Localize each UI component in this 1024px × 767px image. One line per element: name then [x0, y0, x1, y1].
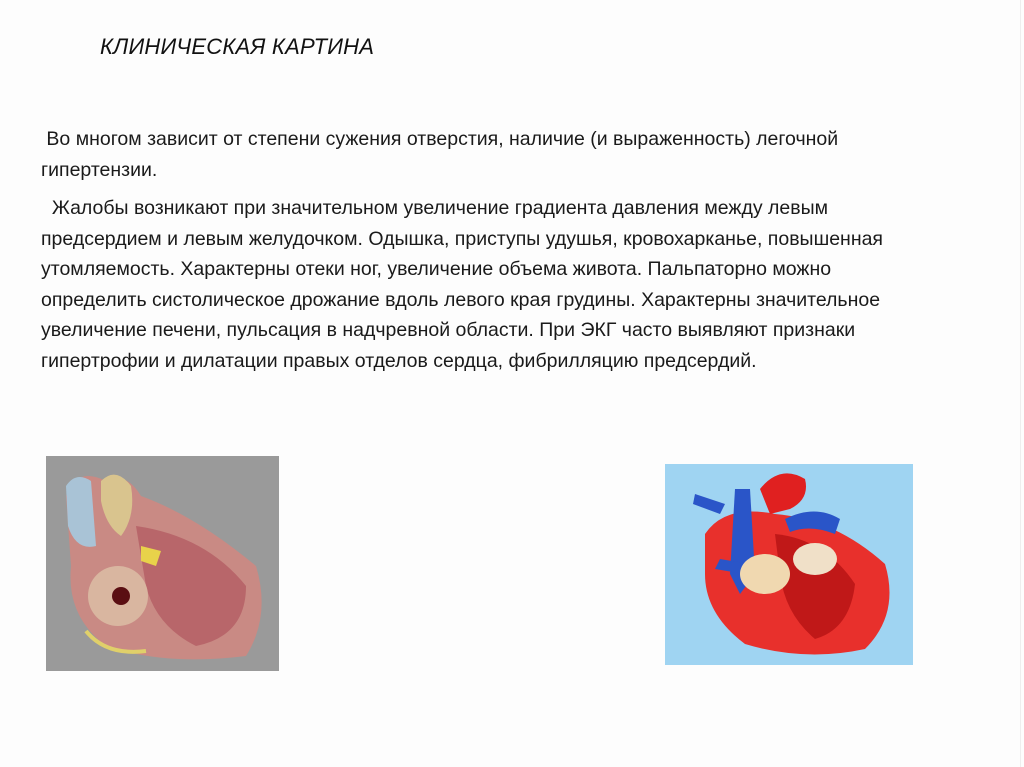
paragraph: Жалобы возникают при значительном увеличение градиента давления между левым предсердием и левым желудочком. Одышка, приступы удушья, кровохарканье, повышенная утомляемость. Характерны отеки ног, увеличение объема живота. Пальпаторно можно определить систолическое дрожание вдоль левого края грудины. Характерны значительное увеличение печени, пульсация в надчревной области. При ЭКГ часто выявляют признаки гипертрофии и дилатации правых отделов сердца, фибрилляцию предсердий.: [41, 197, 889, 372]
heart-anatomy-image: [665, 464, 913, 665]
paragraph: Во многом зависит от степени сужения отверстия, наличие (и выраженность) легочной гипертензии.: [41, 128, 844, 181]
heart-cross-section-image: [46, 456, 279, 671]
slide-body: [41, 124, 911, 384]
slide-edge: [1020, 0, 1021, 767]
slide-title: КЛИНИЧЕСКАЯ КАРТИНА: [100, 34, 375, 59]
